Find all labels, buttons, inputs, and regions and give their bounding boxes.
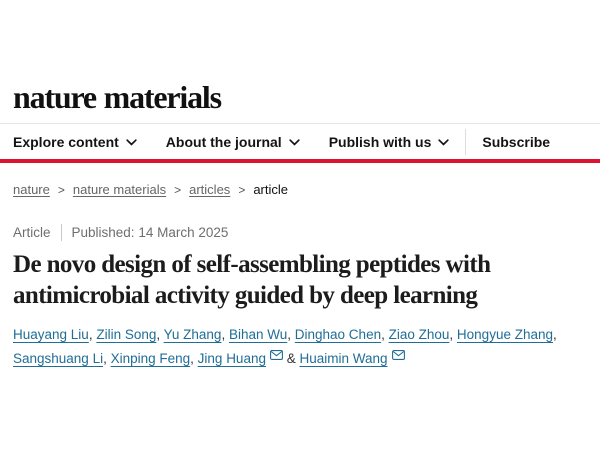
breadcrumb-link-articles[interactable]: articles (189, 182, 231, 197)
author-link-yu-zhang[interactable]: Yu Zhang (163, 326, 222, 342)
article-header-section (0, 224, 600, 371)
breadcrumb-current: article (253, 182, 289, 197)
nav-divider (465, 129, 466, 155)
nav-item-explore-content[interactable]: Explore content (13, 134, 137, 150)
author-link-hongyue-zhang[interactable]: Hongyue Zhang (456, 326, 553, 342)
journal-logo[interactable]: nature materials (13, 79, 221, 115)
nav-item-publish-with-us[interactable]: Publish with us (329, 134, 450, 150)
author-separator: , (553, 326, 557, 342)
article-type-label: Article (13, 225, 51, 240)
author-link-ziao-zhou[interactable]: Ziao Zhou (388, 326, 450, 342)
breadcrumb-link-nature[interactable]: nature (13, 182, 50, 197)
chevron-down-icon (438, 139, 449, 146)
meta-divider (61, 224, 62, 241)
author-link-jing-huang[interactable]: Jing Huang (197, 350, 266, 366)
nav-item-about-the-journal[interactable]: About the journal (166, 134, 300, 150)
author-separator: , (287, 326, 295, 342)
author-link-sangshuang-li[interactable]: Sangshuang Li (13, 350, 104, 366)
main-nav (0, 124, 600, 159)
author-separator: , (156, 326, 164, 342)
article-title-line-1: De novo design of self-assembling peptides with (13, 251, 491, 278)
author-link-xinping-feng[interactable]: Xinping Feng (110, 350, 191, 366)
chevron-down-icon (289, 139, 300, 146)
article-meta (13, 224, 587, 241)
author-separator: , (381, 326, 389, 342)
author-separator: , (103, 350, 111, 366)
published-line (72, 225, 229, 240)
envelope-icon[interactable] (270, 347, 283, 371)
article-title (13, 250, 587, 312)
author-separator: , (88, 326, 97, 342)
breadcrumb-separator: > (174, 182, 182, 197)
breadcrumb-link-nature-materials[interactable]: nature materials (72, 182, 167, 197)
breadcrumb-separator: > (57, 182, 65, 197)
nav-item-subscribe[interactable]: Subscribe (482, 133, 551, 150)
chevron-down-icon (126, 139, 137, 146)
site-header (0, 0, 600, 163)
published-date: 14 March 2025 (138, 225, 229, 240)
breadcrumb-separator: > (238, 182, 246, 197)
author-link-bihan-wu[interactable]: Bihan Wu (228, 326, 288, 342)
author-separator: & (282, 350, 300, 366)
author-link-zilin-song[interactable]: Zilin Song (96, 326, 157, 342)
author-separator: , (190, 350, 198, 366)
author-separator: , (449, 326, 457, 342)
breadcrumb (0, 163, 600, 197)
published-label: Published: (71, 225, 135, 240)
article-title-line-2: antimicrobial activity guided by deep learning (13, 281, 478, 309)
author-separator: , (221, 326, 229, 342)
author-link-huaimin-wang[interactable]: Huaimin Wang (299, 350, 388, 366)
author-list (13, 323, 587, 372)
author-link-dinghao-chen[interactable]: Dinghao Chen (294, 326, 382, 342)
envelope-icon[interactable] (392, 347, 405, 371)
author-link-huayang-liu[interactable]: Huayang Liu (13, 326, 89, 342)
